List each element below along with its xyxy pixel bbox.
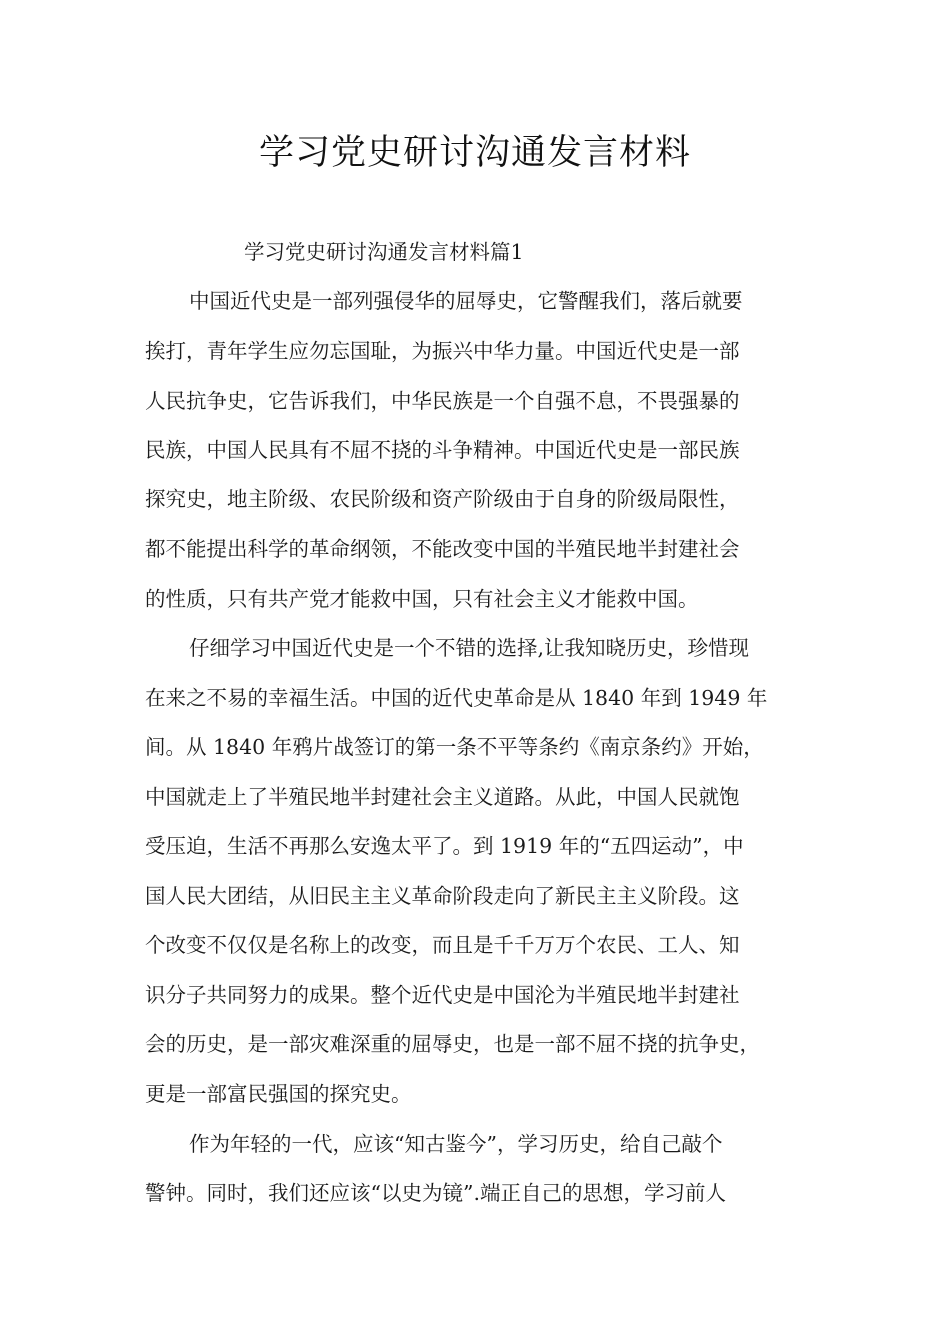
document-subtitle: 学习党史研讨沟通发言材料篇1 [244,240,524,264]
text-line: 民族，中国人民具有不屈不挠的斗争精神。中国近代史是一部民族 [145,438,740,462]
text-line: 受压迫，生活不再那么安逸太平了。到 1919 年的“五四运动”，中 [145,834,744,858]
text-line: 个改变不仅仅是名称上的改变，而且是千千万万个农民、工人、知 [145,933,740,957]
text-line: 中国近代史是一部列强侵华的屈辱史，它警醒我们，落后就要 [189,289,743,313]
text-line: 国人民大团结，从旧民主主义革命阶段走向了新民主主义阶段。这 [145,884,740,908]
document-title: 学习党史研讨沟通发言材料 [258,133,691,173]
text-line: 挨打，青年学生应勿忘国耻，为振兴中华力量。中国近代史是一部 [145,339,740,363]
text-line: 间。从 1840 年鸦片战签订的第一条不平等条约《南京条约》开始， [145,735,764,759]
text-line: 中国就走上了半殖民地半封建社会主义道路。从此，中国人民就饱 [145,785,740,809]
text-line: 更是一部富民强国的探究史。 [145,1082,412,1106]
text-line: 探究史，地主阶级、农民阶级和资产阶级由于自身的阶级局限性， [145,487,740,511]
text-line: 仔细学习中国近代史是一个不错的选择,让我知晓历史，珍惜现 [189,636,750,660]
text-line: 警钟。同时，我们还应该“以史为镜”.端正自己的思想，学习前人 [145,1181,726,1205]
text-line: 识分子共同努力的成果。整个近代史是中国沦为半殖民地半封建社 [145,983,740,1007]
text-line: 都不能提出科学的革命纲领，不能改变中国的半殖民地半封建社会 [145,537,740,561]
text-line: 在来之不易的幸福生活。中国的近代史革命是从 1840 年到 1949 年 [145,686,768,710]
text-line: 的性质，只有共产党才能救中国，只有社会主义才能救中国。 [145,587,699,611]
text-line: 会的历史，是一部灾难深重的屈辱史，也是一部不屈不挠的抗争史， [145,1032,760,1056]
text-line: 人民抗争史，它告诉我们，中华民族是一个自强不息，不畏强暴的 [145,389,740,413]
text-line: 作为年轻的一代，应该“知古鉴今”，学习历史，给自己敲个 [189,1132,723,1156]
